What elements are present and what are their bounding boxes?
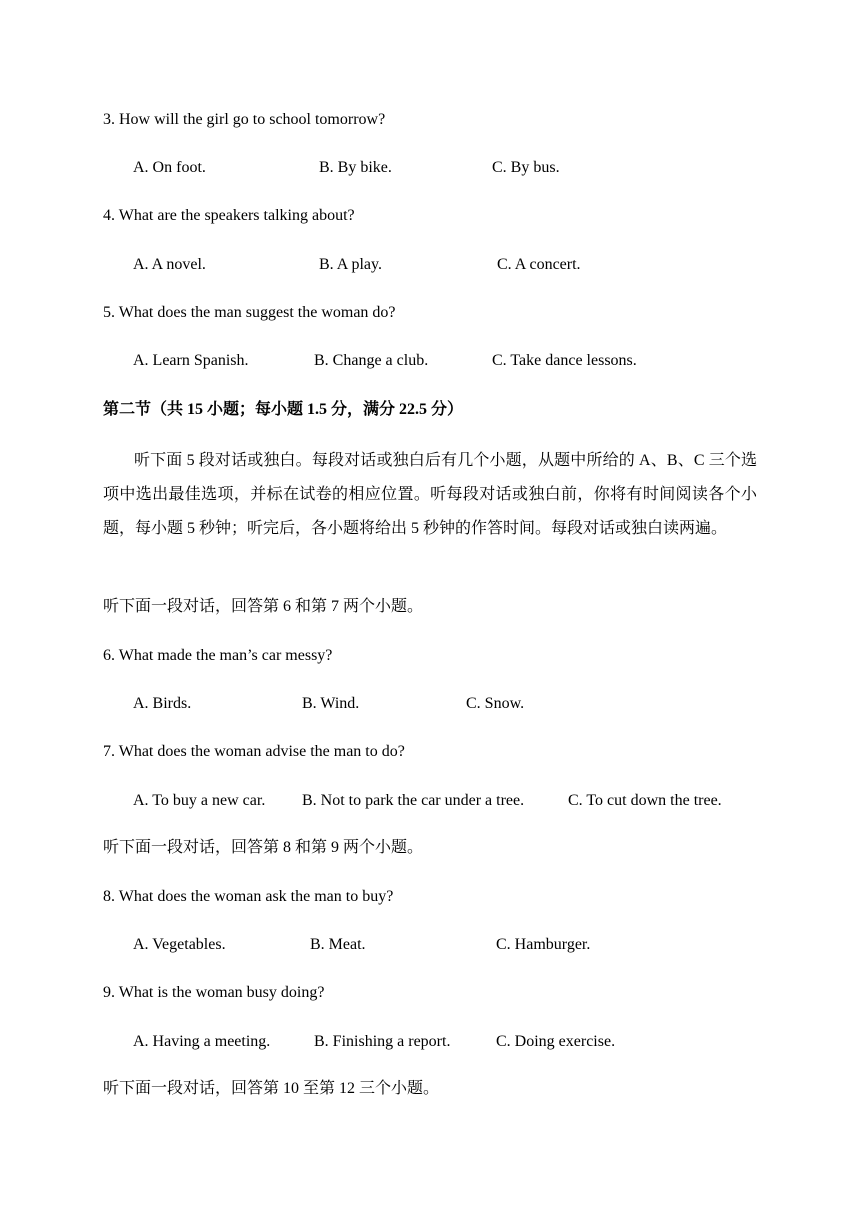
option-b: B. Meat. [310,936,366,953]
dialogue-note: 听下面一段对话，回答第 6 和第 7 两个小题。 [103,598,424,615]
option-c: C. Hamburger. [496,936,591,953]
option-a: A. Learn Spanish. [133,352,249,369]
option-b: B. Change a club. [314,352,429,369]
option-a: A. To buy a new car. [133,792,266,809]
section-instructions: 听下面 5 段对话或独白。每段对话或独白后有几个小题，从题中所给的 A、B、C 三个选项中选出最佳选项，并标在试卷的相应位置。听每段对话或独白前，你将有时间阅读各个小题，每小题 5 秒钟；听完后，各小题将给出 5 秒钟的作答时间。每段对话或独白读两遍。 [103,452,757,537]
option-b: B. Not to park the car under a tree. [302,792,525,809]
question-stem: 4. What are the speakers talking about? [103,207,355,224]
option-a: A. A novel. [133,256,206,273]
option-c: C. By bus. [492,159,560,176]
option-b: B. Finishing a report. [314,1033,451,1050]
section-heading: 第二节（共 15 小题；每小题 1.5 分，满分 22.5 分） [103,401,464,418]
question-stem: 7. What does the woman advise the man to do? [103,743,405,760]
option-c: C. Snow. [466,695,525,712]
option-c: C. Take dance lessons. [492,352,637,369]
option-a: A. Having a meeting. [133,1033,271,1050]
option-b: B. By bike. [319,159,392,176]
option-b: B. Wind. [302,695,360,712]
question-stem: 5. What does the man suggest the woman do? [103,304,396,321]
question-stem: 9. What is the woman busy doing? [103,984,325,1001]
option-a: A. Vegetables. [133,936,226,953]
option-c: C. Doing exercise. [496,1033,616,1050]
option-b: B. A play. [319,256,382,273]
option-a: A. On foot. [133,159,206,176]
question-stem: 6. What made the man’s car messy? [103,647,333,664]
option-a: A. Birds. [133,695,192,712]
option-c: C. A concert. [497,256,581,273]
dialogue-note: 听下面一段对话，回答第 10 至第 12 三个小题。 [103,1080,440,1097]
dialogue-note: 听下面一段对话，回答第 8 和第 9 两个小题。 [103,839,424,856]
question-stem: 3. How will the girl go to school tomorrow? [103,111,386,128]
question-stem: 8. What does the woman ask the man to buy? [103,888,394,905]
option-c: C. To cut down the tree. [568,792,722,809]
